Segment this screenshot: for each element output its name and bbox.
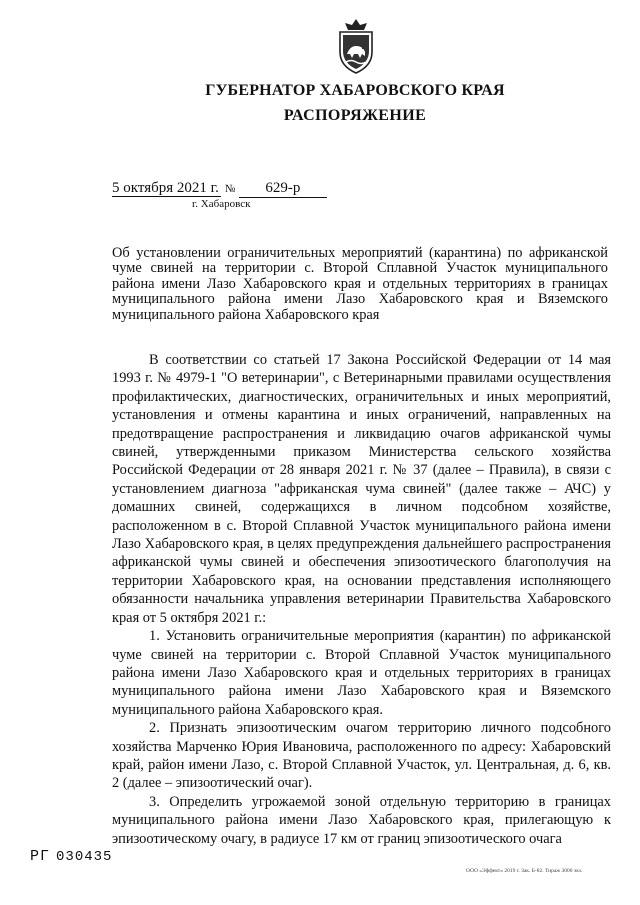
form-serial-prefix: РГ: [30, 848, 51, 865]
form-serial-number: 030435: [56, 849, 113, 865]
clause-1: 1. Установить ограничительные мероприятия (карантин) по африканской чуме свиней на территории с. Второй Сплавной Участок муниципального района имени Лазо Хабаровского края и отдельных территориях в границах муниципального района имени Лазо Хабаровского края и Вяземского муниципального района Хабаровского края.: [112, 628, 611, 718]
document-body: [112, 351, 611, 848]
document-type: РАСПОРЯЖЕНИЕ: [283, 107, 427, 124]
printer-imprint: ООО «Эффект» 2019 г. Зак. Б-82. Тираж 3000 экз.: [466, 868, 583, 874]
issuer-title: ГУБЕРНАТОР ХАБАРОВСКОГО КРАЯ: [205, 82, 505, 99]
form-serial-code: [30, 848, 112, 865]
document-city: г. Хабаровск: [192, 198, 251, 210]
document-date: 5 октября 2021 г.: [112, 180, 219, 196]
coat-of-arms-emblem: [334, 18, 378, 74]
number-label: №: [224, 183, 236, 195]
document-date-number: [112, 180, 327, 198]
document-subject: Об установлении ограничительных мероприятий (карантина) по африканской чуме свиней на территории с. Второй Сплавной Участок муниципального района имени Лазо Хабаровского края и отдельных территориях в границах муниципального района имени Лазо Хабаровского края и Вяземского муниципального района Хабаровского края: [112, 245, 608, 323]
clause-2: 2. Признать эпизоотическим очагом территорию личного подсобного хозяйства Марченко Юрия Ивановича, расположенного по адресу: Хабаровский край, район имени Лазо, с. Второй Сплавной Участок, ул. Центральная, д. 6, кв. 2 (далее – эпизоотический очаг).: [112, 720, 611, 792]
clause-3: 3. Определить угрожаемой зоной отдельную территорию в границах муниципального района имени Лазо Хабаровского края, прилегающую к эпизоотическому очагу, в радиусе 17 км от границ эпизоотического очага: [112, 793, 611, 847]
document-number: 629-р: [239, 180, 327, 198]
preamble-paragraph: В соответствии со статьей 17 Закона Российской Федерации от 14 мая 1993 г. № 4979-1 "О ветеринарии", с Ветеринарными правилами осуществления профилактических, диагностических, ограничительных и иных мероприятий, установления и отмены карантина и иных ограничений, направленных на предотвращение распространения и ликвидацию очагов африканской чумы свиней, утвержденными приказом Министерства сельского хозяйства Российской Федерации от 28 января 2021 г. № 37 (далее – Правила), в связи с установлением диагноза "африканская чума свиней" (далее также – АЧС) у домашних свиней, содержащихся в личном подсобном хозяйстве, расположенном в с. Второй Сплавной Участок муниципального района имени Лазо Хабаровского края, в целях предупреждения дальнейшего распространения африканской чумы свиней и обеспечения эпизоотического благополучия на территории Хабаровского края, на основании представления исполняющего обязанности начальника управления ветеринарии Правительства Хабаровского края от 5 октября 2021 г.:: [112, 352, 611, 626]
issuer-header: [0, 82, 640, 125]
